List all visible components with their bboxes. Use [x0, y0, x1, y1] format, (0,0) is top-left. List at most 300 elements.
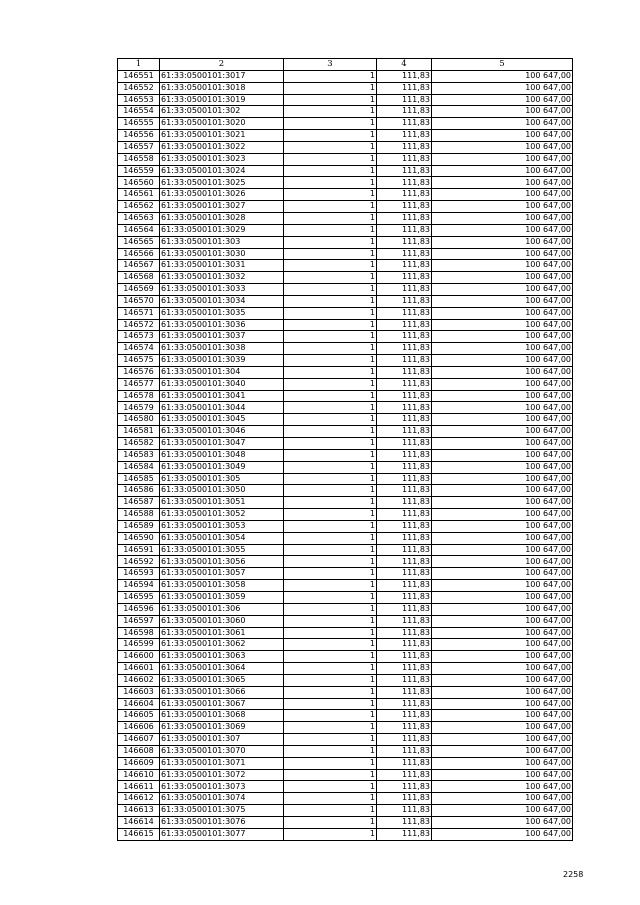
count-cell: 1 — [284, 568, 377, 580]
value-cell: 100 647,00 — [432, 272, 573, 284]
count-cell: 1 — [284, 532, 377, 544]
count-cell: 1 — [284, 722, 377, 734]
row-number-cell: 146590 — [118, 532, 160, 544]
table-row — [118, 520, 573, 532]
count-cell: 1 — [284, 615, 377, 627]
area-cell: 111,83 — [377, 82, 432, 94]
value-cell: 100 647,00 — [432, 817, 573, 829]
count-cell: 1 — [284, 591, 377, 603]
header-row — [118, 59, 573, 71]
cadastral-number-cell: 61:33:0500101:3065 — [160, 674, 284, 686]
value-cell: 100 647,00 — [432, 189, 573, 201]
value-cell: 100 647,00 — [432, 402, 573, 414]
count-cell: 1 — [284, 366, 377, 378]
area-cell: 111,83 — [377, 781, 432, 793]
area-cell: 111,83 — [377, 106, 432, 118]
page-number: 2258 — [563, 870, 584, 879]
value-cell: 100 647,00 — [432, 212, 573, 224]
cadastral-number-cell: 61:33:0500101:3077 — [160, 828, 284, 840]
value-cell: 100 647,00 — [432, 591, 573, 603]
value-cell: 100 647,00 — [432, 615, 573, 627]
table-row — [118, 449, 573, 461]
area-cell: 111,83 — [377, 509, 432, 521]
cadastral-number-cell: 61:33:0500101:3022 — [160, 141, 284, 153]
area-cell: 111,83 — [377, 295, 432, 307]
row-number-cell: 146601 — [118, 663, 160, 675]
table-row — [118, 722, 573, 734]
area-cell: 111,83 — [377, 272, 432, 284]
count-cell: 1 — [284, 757, 377, 769]
row-number-cell: 146556 — [118, 130, 160, 142]
cadastral-number-cell: 61:33:0500101:307 — [160, 734, 284, 746]
cadastral-number-cell: 61:33:0500101:3059 — [160, 591, 284, 603]
value-cell: 100 647,00 — [432, 544, 573, 556]
area-cell: 111,83 — [377, 307, 432, 319]
table-row — [118, 402, 573, 414]
table-row — [118, 355, 573, 367]
count-cell: 1 — [284, 745, 377, 757]
area-cell: 111,83 — [377, 355, 432, 367]
count-cell: 1 — [284, 556, 377, 568]
count-cell: 1 — [284, 402, 377, 414]
row-number-cell: 146552 — [118, 82, 160, 94]
count-cell: 1 — [284, 414, 377, 426]
row-number-cell: 146574 — [118, 343, 160, 355]
cadastral-number-cell: 61:33:0500101:3054 — [160, 532, 284, 544]
cadastral-number-cell: 61:33:0500101:3039 — [160, 355, 284, 367]
count-cell: 1 — [284, 153, 377, 165]
area-cell: 111,83 — [377, 390, 432, 402]
table-row — [118, 378, 573, 390]
row-number-cell: 146584 — [118, 461, 160, 473]
value-cell: 100 647,00 — [432, 603, 573, 615]
row-number-cell: 146570 — [118, 295, 160, 307]
row-number-cell: 146571 — [118, 307, 160, 319]
cadastral-number-cell: 61:33:0500101:303 — [160, 236, 284, 248]
count-cell: 1 — [284, 307, 377, 319]
value-cell: 100 647,00 — [432, 651, 573, 663]
count-cell: 1 — [284, 651, 377, 663]
area-cell: 111,83 — [377, 568, 432, 580]
value-cell: 100 647,00 — [432, 438, 573, 450]
cadastral-number-cell: 61:33:0500101:3026 — [160, 189, 284, 201]
count-cell: 1 — [284, 674, 377, 686]
row-number-cell: 146567 — [118, 260, 160, 272]
area-cell: 111,83 — [377, 70, 432, 82]
area-cell: 111,83 — [377, 805, 432, 817]
count-cell: 1 — [284, 509, 377, 521]
value-cell: 100 647,00 — [432, 224, 573, 236]
cadastral-number-cell: 61:33:0500101:3053 — [160, 520, 284, 532]
area-cell: 111,83 — [377, 745, 432, 757]
row-number-cell: 146553 — [118, 94, 160, 106]
row-number-cell: 146560 — [118, 177, 160, 189]
row-number-cell: 146557 — [118, 141, 160, 153]
row-number-cell: 146612 — [118, 793, 160, 805]
area-cell: 111,83 — [377, 674, 432, 686]
row-number-cell: 146562 — [118, 201, 160, 213]
area-cell: 111,83 — [377, 817, 432, 829]
value-cell: 100 647,00 — [432, 497, 573, 509]
row-number-cell: 146558 — [118, 153, 160, 165]
area-cell: 111,83 — [377, 343, 432, 355]
row-number-cell: 146597 — [118, 615, 160, 627]
table-row — [118, 674, 573, 686]
cadastral-number-cell: 61:33:0500101:3033 — [160, 284, 284, 296]
row-number-cell: 146589 — [118, 520, 160, 532]
value-cell: 100 647,00 — [432, 177, 573, 189]
count-cell: 1 — [284, 189, 377, 201]
cadastral-number-cell: 61:33:0500101:3030 — [160, 248, 284, 260]
table-row — [118, 130, 573, 142]
area-cell: 111,83 — [377, 414, 432, 426]
row-number-cell: 146568 — [118, 272, 160, 284]
count-cell: 1 — [284, 473, 377, 485]
column-header-4: 4 — [377, 59, 432, 71]
value-cell: 100 647,00 — [432, 509, 573, 521]
register-table — [117, 58, 573, 841]
row-number-cell: 146582 — [118, 438, 160, 450]
table-row — [118, 781, 573, 793]
cadastral-number-cell: 61:33:0500101:3028 — [160, 212, 284, 224]
area-cell: 111,83 — [377, 769, 432, 781]
row-number-cell: 146583 — [118, 449, 160, 461]
row-number-cell: 146591 — [118, 544, 160, 556]
table-row — [118, 532, 573, 544]
count-cell: 1 — [284, 769, 377, 781]
table-row — [118, 212, 573, 224]
row-number-cell: 146572 — [118, 319, 160, 331]
count-cell: 1 — [284, 295, 377, 307]
area-cell: 111,83 — [377, 544, 432, 556]
row-number-cell: 146607 — [118, 734, 160, 746]
row-number-cell: 146587 — [118, 497, 160, 509]
cadastral-number-cell: 61:33:0500101:3051 — [160, 497, 284, 509]
value-cell: 100 647,00 — [432, 378, 573, 390]
cadastral-number-cell: 61:33:0500101:3049 — [160, 461, 284, 473]
table-row — [118, 805, 573, 817]
table-row — [118, 390, 573, 402]
table-row — [118, 236, 573, 248]
table-body — [118, 70, 573, 840]
value-cell: 100 647,00 — [432, 793, 573, 805]
value-cell: 100 647,00 — [432, 319, 573, 331]
cadastral-number-cell: 61:33:0500101:3035 — [160, 307, 284, 319]
row-number-cell: 146555 — [118, 118, 160, 130]
count-cell: 1 — [284, 698, 377, 710]
cadastral-number-cell: 61:33:0500101:3045 — [160, 414, 284, 426]
cadastral-number-cell: 61:33:0500101:3038 — [160, 343, 284, 355]
value-cell: 100 647,00 — [432, 343, 573, 355]
value-cell: 100 647,00 — [432, 639, 573, 651]
row-number-cell: 146604 — [118, 698, 160, 710]
value-cell: 100 647,00 — [432, 485, 573, 497]
area-cell: 111,83 — [377, 591, 432, 603]
table-row — [118, 106, 573, 118]
area-cell: 111,83 — [377, 461, 432, 473]
area-cell: 111,83 — [377, 189, 432, 201]
count-cell: 1 — [284, 224, 377, 236]
table-row — [118, 319, 573, 331]
table-row — [118, 591, 573, 603]
area-cell: 111,83 — [377, 165, 432, 177]
count-cell: 1 — [284, 426, 377, 438]
count-cell: 1 — [284, 603, 377, 615]
area-cell: 111,83 — [377, 212, 432, 224]
count-cell: 1 — [284, 497, 377, 509]
value-cell: 100 647,00 — [432, 70, 573, 82]
area-cell: 111,83 — [377, 331, 432, 343]
value-cell: 100 647,00 — [432, 414, 573, 426]
row-number-cell: 146595 — [118, 591, 160, 603]
area-cell: 111,83 — [377, 722, 432, 734]
count-cell: 1 — [284, 94, 377, 106]
table-row — [118, 627, 573, 639]
value-cell: 100 647,00 — [432, 118, 573, 130]
count-cell: 1 — [284, 319, 377, 331]
row-number-cell: 146606 — [118, 722, 160, 734]
row-number-cell: 146592 — [118, 556, 160, 568]
area-cell: 111,83 — [377, 236, 432, 248]
row-number-cell: 146586 — [118, 485, 160, 497]
cadastral-number-cell: 61:33:0500101:3024 — [160, 165, 284, 177]
value-cell: 100 647,00 — [432, 426, 573, 438]
count-cell: 1 — [284, 248, 377, 260]
cadastral-number-cell: 61:33:0500101:3072 — [160, 769, 284, 781]
table-row — [118, 414, 573, 426]
cadastral-number-cell: 61:33:0500101:3025 — [160, 177, 284, 189]
row-number-cell: 146564 — [118, 224, 160, 236]
value-cell: 100 647,00 — [432, 686, 573, 698]
count-cell: 1 — [284, 236, 377, 248]
value-cell: 100 647,00 — [432, 663, 573, 675]
area-cell: 111,83 — [377, 94, 432, 106]
count-cell: 1 — [284, 520, 377, 532]
row-number-cell: 146596 — [118, 603, 160, 615]
cadastral-number-cell: 61:33:0500101:3074 — [160, 793, 284, 805]
count-cell: 1 — [284, 793, 377, 805]
cadastral-number-cell: 61:33:0500101:3031 — [160, 260, 284, 272]
row-number-cell: 146554 — [118, 106, 160, 118]
table-row — [118, 94, 573, 106]
row-number-cell: 146561 — [118, 189, 160, 201]
row-number-cell: 146580 — [118, 414, 160, 426]
cadastral-number-cell: 61:33:0500101:3068 — [160, 710, 284, 722]
area-cell: 111,83 — [377, 426, 432, 438]
cadastral-number-cell: 61:33:0500101:3029 — [160, 224, 284, 236]
cadastral-number-cell: 61:33:0500101:305 — [160, 473, 284, 485]
table-row — [118, 828, 573, 840]
cadastral-number-cell: 61:33:0500101:3073 — [160, 781, 284, 793]
table-row — [118, 769, 573, 781]
cadastral-number-cell: 61:33:0500101:3058 — [160, 580, 284, 592]
area-cell: 111,83 — [377, 698, 432, 710]
value-cell: 100 647,00 — [432, 366, 573, 378]
table-row — [118, 438, 573, 450]
cadastral-number-cell: 61:33:0500101:3056 — [160, 556, 284, 568]
area-cell: 111,83 — [377, 520, 432, 532]
area-cell: 111,83 — [377, 793, 432, 805]
count-cell: 1 — [284, 686, 377, 698]
table-row — [118, 201, 573, 213]
count-cell: 1 — [284, 828, 377, 840]
row-number-cell: 146551 — [118, 70, 160, 82]
table-row — [118, 710, 573, 722]
count-cell: 1 — [284, 82, 377, 94]
value-cell: 100 647,00 — [432, 674, 573, 686]
table-row — [118, 295, 573, 307]
table-row — [118, 615, 573, 627]
cadastral-number-cell: 61:33:0500101:306 — [160, 603, 284, 615]
area-cell: 111,83 — [377, 260, 432, 272]
area-cell: 111,83 — [377, 378, 432, 390]
count-cell: 1 — [284, 343, 377, 355]
cadastral-number-cell: 61:33:0500101:3067 — [160, 698, 284, 710]
count-cell: 1 — [284, 710, 377, 722]
area-cell: 111,83 — [377, 615, 432, 627]
area-cell: 111,83 — [377, 497, 432, 509]
row-number-cell: 146581 — [118, 426, 160, 438]
cadastral-number-cell: 61:33:0500101:3050 — [160, 485, 284, 497]
value-cell: 100 647,00 — [432, 556, 573, 568]
table-row — [118, 639, 573, 651]
row-number-cell: 146599 — [118, 639, 160, 651]
value-cell: 100 647,00 — [432, 757, 573, 769]
cadastral-number-cell: 61:33:0500101:3048 — [160, 449, 284, 461]
area-cell: 111,83 — [377, 686, 432, 698]
table-row — [118, 793, 573, 805]
count-cell: 1 — [284, 580, 377, 592]
table-row — [118, 343, 573, 355]
row-number-cell: 146609 — [118, 757, 160, 769]
cadastral-number-cell: 61:33:0500101:3032 — [160, 272, 284, 284]
row-number-cell: 146565 — [118, 236, 160, 248]
value-cell: 100 647,00 — [432, 769, 573, 781]
table-row — [118, 509, 573, 521]
cadastral-number-cell: 61:33:0500101:302 — [160, 106, 284, 118]
row-number-cell: 146576 — [118, 366, 160, 378]
count-cell: 1 — [284, 130, 377, 142]
table-header — [118, 59, 573, 71]
row-number-cell: 146575 — [118, 355, 160, 367]
value-cell: 100 647,00 — [432, 580, 573, 592]
area-cell: 111,83 — [377, 438, 432, 450]
row-number-cell: 146563 — [118, 212, 160, 224]
area-cell: 111,83 — [377, 603, 432, 615]
count-cell: 1 — [284, 639, 377, 651]
area-cell: 111,83 — [377, 130, 432, 142]
cadastral-number-cell: 61:33:0500101:3063 — [160, 651, 284, 663]
cadastral-number-cell: 61:33:0500101:3036 — [160, 319, 284, 331]
table-row — [118, 734, 573, 746]
count-cell: 1 — [284, 106, 377, 118]
count-cell: 1 — [284, 141, 377, 153]
area-cell: 111,83 — [377, 248, 432, 260]
row-number-cell: 146603 — [118, 686, 160, 698]
value-cell: 100 647,00 — [432, 260, 573, 272]
value-cell: 100 647,00 — [432, 390, 573, 402]
value-cell: 100 647,00 — [432, 295, 573, 307]
value-cell: 100 647,00 — [432, 473, 573, 485]
area-cell: 111,83 — [377, 177, 432, 189]
value-cell: 100 647,00 — [432, 82, 573, 94]
cadastral-number-cell: 61:33:0500101:3027 — [160, 201, 284, 213]
cadastral-number-cell: 61:33:0500101:3041 — [160, 390, 284, 402]
cadastral-number-cell: 61:33:0500101:3062 — [160, 639, 284, 651]
row-number-cell: 146578 — [118, 390, 160, 402]
cadastral-number-cell: 61:33:0500101:3044 — [160, 402, 284, 414]
area-cell: 111,83 — [377, 639, 432, 651]
count-cell: 1 — [284, 390, 377, 402]
value-cell: 100 647,00 — [432, 781, 573, 793]
area-cell: 111,83 — [377, 153, 432, 165]
cadastral-number-cell: 61:33:0500101:3055 — [160, 544, 284, 556]
count-cell: 1 — [284, 461, 377, 473]
value-cell: 100 647,00 — [432, 734, 573, 746]
value-cell: 100 647,00 — [432, 94, 573, 106]
area-cell: 111,83 — [377, 118, 432, 130]
row-number-cell: 146594 — [118, 580, 160, 592]
value-cell: 100 647,00 — [432, 236, 573, 248]
table-row — [118, 426, 573, 438]
count-cell: 1 — [284, 449, 377, 461]
table-row — [118, 366, 573, 378]
table-row — [118, 272, 573, 284]
row-number-cell: 146613 — [118, 805, 160, 817]
table-row — [118, 745, 573, 757]
count-cell: 1 — [284, 627, 377, 639]
area-cell: 111,83 — [377, 485, 432, 497]
count-cell: 1 — [284, 734, 377, 746]
cadastral-number-cell: 61:33:0500101:3020 — [160, 118, 284, 130]
count-cell: 1 — [284, 70, 377, 82]
table-row — [118, 118, 573, 130]
count-cell: 1 — [284, 781, 377, 793]
count-cell: 1 — [284, 165, 377, 177]
area-cell: 111,83 — [377, 757, 432, 769]
area-cell: 111,83 — [377, 141, 432, 153]
cadastral-number-cell: 61:33:0500101:3023 — [160, 153, 284, 165]
value-cell: 100 647,00 — [432, 307, 573, 319]
count-cell: 1 — [284, 260, 377, 272]
table-row — [118, 580, 573, 592]
area-cell: 111,83 — [377, 627, 432, 639]
row-number-cell: 146608 — [118, 745, 160, 757]
cadastral-number-cell: 61:33:0500101:3017 — [160, 70, 284, 82]
column-header-1: 1 — [118, 59, 160, 71]
row-number-cell: 146614 — [118, 817, 160, 829]
value-cell: 100 647,00 — [432, 520, 573, 532]
column-header-3: 3 — [284, 59, 377, 71]
table-row — [118, 544, 573, 556]
cadastral-number-cell: 61:33:0500101:3071 — [160, 757, 284, 769]
cadastral-number-cell: 61:33:0500101:3076 — [160, 817, 284, 829]
value-cell: 100 647,00 — [432, 627, 573, 639]
value-cell: 100 647,00 — [432, 710, 573, 722]
row-number-cell: 146593 — [118, 568, 160, 580]
count-cell: 1 — [284, 212, 377, 224]
cadastral-number-cell: 61:33:0500101:3018 — [160, 82, 284, 94]
table-row — [118, 189, 573, 201]
cadastral-number-cell: 61:33:0500101:3060 — [160, 615, 284, 627]
cadastral-number-cell: 61:33:0500101:3075 — [160, 805, 284, 817]
area-cell: 111,83 — [377, 532, 432, 544]
area-cell: 111,83 — [377, 580, 432, 592]
count-cell: 1 — [284, 331, 377, 343]
value-cell: 100 647,00 — [432, 722, 573, 734]
column-header-5: 5 — [432, 59, 573, 71]
count-cell: 1 — [284, 817, 377, 829]
